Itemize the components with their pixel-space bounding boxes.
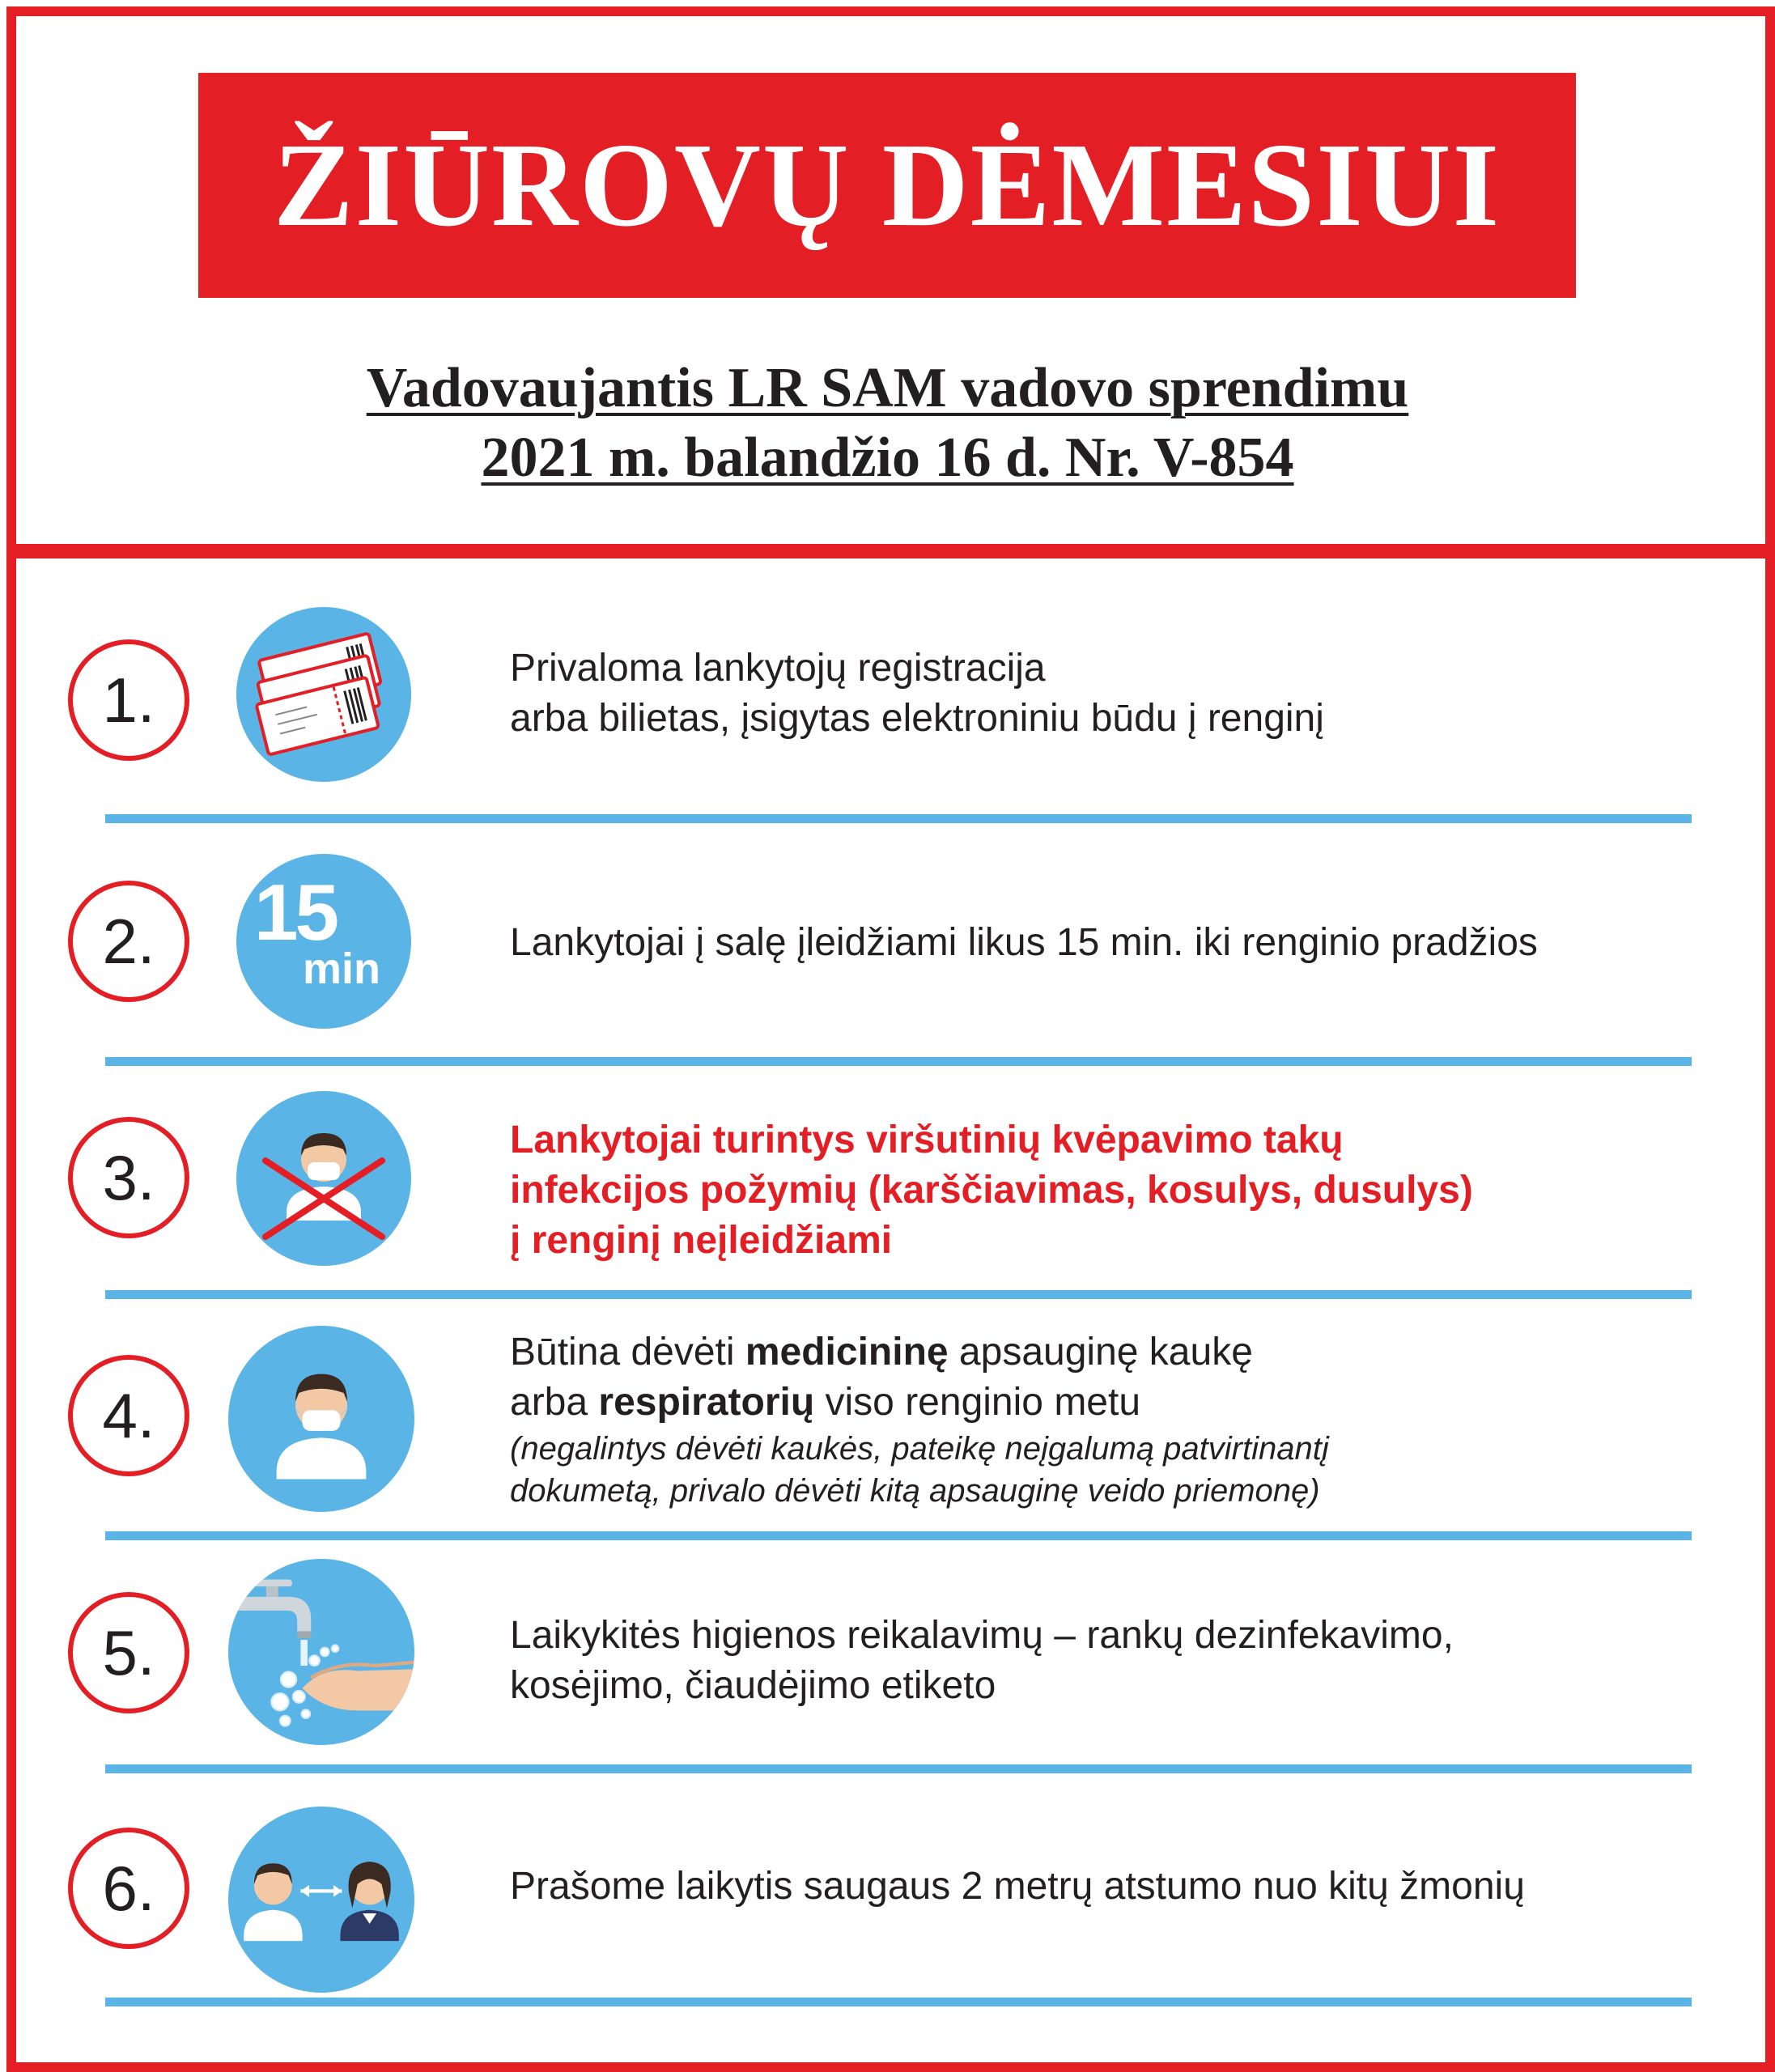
icon-value-15: 15 [254,868,337,957]
rule-text-6 [510,1862,1700,1912]
rule-4-emphasis-respirator: respiratorių [598,1381,815,1424]
no-sick-person-icon [236,1091,411,1266]
rule-text-2 [510,918,1700,968]
rule-4-note-2: dokumetą, privalo dėvėti kitą apsauginę veido priemonę) [510,1473,1320,1509]
subtitle-line-1: Vadovaujantis LR SAM vadovo sprendimu [366,357,1409,419]
rule-1-line-1: Privaloma lankytojų registracija [510,647,1046,690]
rule-number-6: 6. [68,1828,189,1949]
page-title: ŽIŪROVŲ DĖMESIUI [273,119,1501,252]
rule-text-1 [510,643,1700,744]
hand-washing-icon [228,1559,414,1745]
rule-number-5: 5. [68,1592,189,1713]
rule-4-line-2 [510,1378,1700,1428]
title-banner [198,73,1576,298]
rule-text-5 [510,1611,1700,1711]
person-mask-icon [228,1326,414,1512]
row-separator [105,1057,1692,1066]
rule-4-line-1 [510,1327,1700,1378]
row-separator [105,1290,1692,1299]
rule-number-4: 4. [68,1355,189,1476]
social-distance-icon [228,1807,414,1993]
icon-unit-min: min [303,945,381,993]
rule-number-3: 3. [68,1117,189,1238]
rule-5-line-2: kosėjimo, čiaudėjimo etiketo [510,1664,996,1707]
rule-text-4 [510,1327,1700,1512]
rule-6-line-1: Prašome laikytis saugaus 2 metrų atstumo nuo kitų žmonių [510,1865,1525,1908]
rule-2-line-1: Lankytojai į salę įleidžiami likus 15 min. iki renginio pradžios [510,921,1538,964]
rule-3-line-3: į renginį neįleidžiami [510,1219,893,1262]
rule-number-1: 1. [68,639,189,761]
row-separator [105,814,1692,823]
rule-3-line-2: infekcijos požymių (karščiavimas, kosulys, dusulys) [510,1169,1473,1212]
rule-text-3 [510,1115,1700,1266]
rule-4-line-1-end: apsauginę kaukę [948,1331,1253,1374]
rule-4-line-2-end: viso renginio metu [814,1381,1141,1424]
rule-1-line-2: arba bilietas, įsigytas elektroniniu būdu į renginį [510,697,1324,740]
row-separator [105,1764,1692,1773]
rule-number-2: 2. [68,881,189,1002]
subtitle-line-2: 2021 m. balandžio 16 d. Nr. V-854 [481,427,1294,489]
row-separator [105,1998,1692,2006]
rule-3-line-1: Lankytojai turintys viršutinių kvėpavimo takų [510,1119,1344,1161]
fifteen-minutes-icon [236,854,411,1029]
row-separator [105,1531,1692,1540]
rule-4-note-1: (negalintys dėvėti kaukės, pateikę neįgalumą patvirtinantį [510,1431,1329,1467]
rule-4-line-1-start: Būtina dėvėti [510,1331,745,1374]
rule-4-line-2-start: arba [510,1381,599,1424]
poster-frame [6,6,1775,2072]
tickets-icon [236,607,411,782]
rule-4-emphasis-medical: medicininę [745,1331,949,1374]
rule-5-line-1: Laikykitės higienos reikalavimų – rankų dezinfekavimo, [510,1614,1454,1657]
header-divider [6,544,1769,558]
